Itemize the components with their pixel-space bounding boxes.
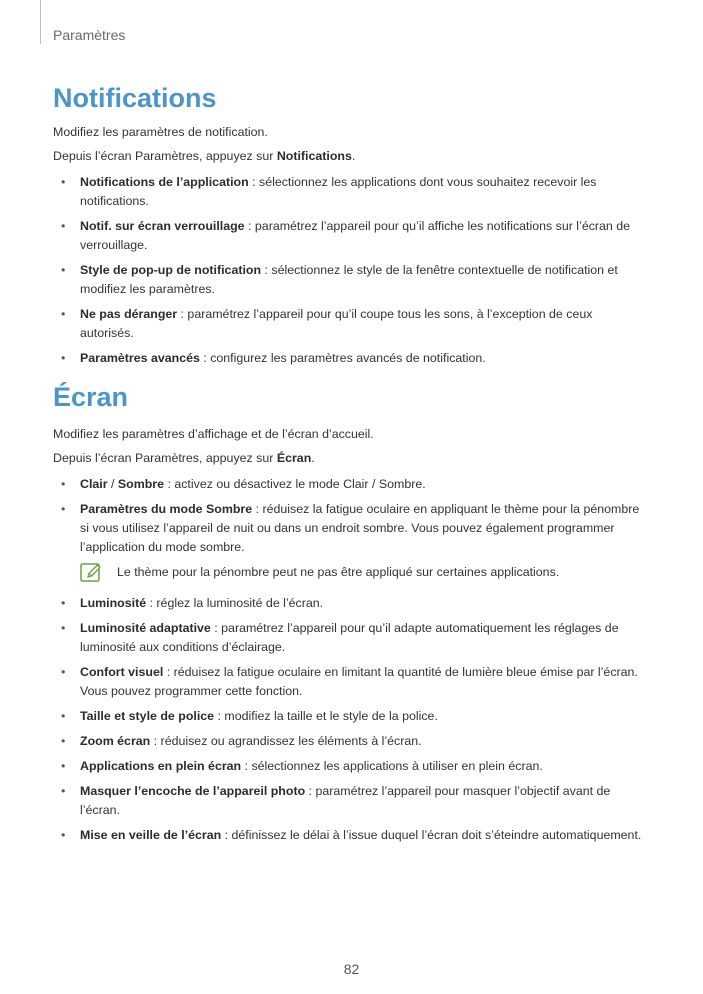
item-desc: : paramétrez l’appareil pour qu’il adapte automatiquement les réglages de luminosité aux conditions d’éclairage.: [80, 621, 619, 654]
bullet: •: [61, 477, 66, 491]
item-desc: : sélectionnez les applications dont vous souhaitez recevoir les notifications.: [80, 175, 597, 208]
item-term: Paramètres du mode Sombre: [80, 502, 253, 516]
notifications-list: [53, 173, 648, 374]
bullet: •: [61, 351, 66, 365]
bullet: •: [61, 175, 66, 189]
note-box: [80, 563, 650, 585]
list-item: [53, 757, 648, 776]
item-desc: : configurez les paramètres avancés de notification.: [199, 351, 486, 365]
item-desc: : réglez la luminosité de l’écran.: [146, 596, 324, 610]
item-desc: : paramétrez l’appareil pour qu’il coupe tous les sons, à l’exception de ceux autorisés.: [80, 307, 593, 340]
path-target: Notifications: [276, 149, 352, 163]
item-term: Confort visuel: [80, 665, 164, 679]
item-desc: : modifiez la taille et le style de la police.: [214, 709, 438, 723]
item-term: Masquer l’encoche de l’appareil photo: [80, 784, 306, 798]
ecran-list-top: [53, 475, 648, 563]
item-term: Notifications de l’application: [80, 175, 249, 189]
list-item: [53, 261, 648, 299]
path-suffix: .: [311, 451, 315, 465]
item-desc: : réduisez la fatigue oculaire en limitant la quantité de lumière bleue émise par l’écran. Vous pouvez programmer cette fonction.: [80, 665, 638, 698]
item-desc: : paramétrez l’appareil pour masquer l’objectif avant de l’écran.: [80, 784, 611, 817]
note-text: Le thème pour la pénombre peut ne pas être appliqué sur certaines applications.: [117, 565, 560, 579]
item-desc: : paramétrez l’appareil pour qu’il affiche les notifications sur l’écran de verrouillage.: [80, 219, 631, 252]
pencil-note-icon: [80, 563, 102, 583]
path-target: Écran: [276, 451, 312, 465]
list-item: [53, 594, 648, 613]
list-item: [53, 732, 648, 751]
ecran-title: Écran: [53, 382, 129, 412]
bullet: •: [61, 502, 66, 516]
item-desc: : sélectionnez le style de la fenêtre contextuelle de notification et modifiez les paramètres.: [80, 263, 618, 296]
header-rule: [40, 0, 41, 44]
page-number: 82: [343, 961, 360, 977]
item-term-2: Sombre: [117, 477, 165, 491]
item-term: Luminosité: [80, 596, 147, 610]
item-desc: : activez ou désactivez le mode Clair / Sombre.: [164, 477, 426, 491]
item-term: Ne pas déranger: [80, 307, 178, 321]
item-term: Paramètres avancés: [80, 351, 200, 365]
bullet: •: [61, 621, 66, 635]
ecran-list-bottom: [53, 594, 648, 851]
bullet: •: [61, 734, 66, 748]
item-desc: : réduisez ou agrandissez les éléments à l’écran.: [150, 734, 422, 748]
list-item: [53, 173, 648, 211]
ecran-intro: Modifiez les paramètres d’affichage et de l’écran d’accueil.: [53, 427, 374, 441]
path-suffix: .: [351, 149, 356, 163]
path-prefix: Depuis l’écran Paramètres, appuyez sur: [53, 149, 277, 163]
bullet: •: [61, 709, 66, 723]
bullet: •: [61, 263, 66, 277]
item-desc: : sélectionnez les applications à utiliser en plein écran.: [241, 759, 543, 773]
item-term: Taille et style de police: [80, 709, 215, 723]
item-term: Zoom écran: [80, 734, 151, 748]
list-item: [53, 305, 648, 343]
bullet: •: [61, 784, 66, 798]
list-item: [53, 217, 648, 255]
notifications-intro: Modifiez les paramètres de notification.: [53, 125, 268, 139]
list-item: [53, 500, 648, 557]
bullet: •: [61, 219, 66, 233]
path-prefix: Depuis l’écran Paramètres, appuyez sur: [53, 451, 277, 465]
bullet: •: [61, 828, 66, 842]
list-item: [53, 782, 648, 820]
item-term: Luminosité adaptative: [80, 621, 211, 635]
ecran-path: [53, 451, 315, 465]
bullet: •: [61, 596, 66, 610]
item-desc: : réduisez la fatigue oculaire en appliquant le thème pour la pénombre si vous utilisez l’appareil de nuit ou dans un endroit sombre. Vous pouvez également programmer l’application du mode sombre.: [80, 502, 640, 554]
notifications-title: Notifications: [53, 83, 217, 113]
item-sep: /: [107, 477, 118, 491]
list-item: [53, 707, 648, 726]
bullet: •: [61, 665, 66, 679]
list-item: [53, 826, 648, 845]
item-term: Mise en veille de l’écran: [80, 828, 222, 842]
list-item: [53, 619, 648, 657]
item-desc: : définissez le délai à l’issue duquel l’écran doit s’éteindre automatiquement.: [221, 828, 642, 842]
item-term: Clair: [80, 477, 108, 491]
item-term: Notif. sur écran verrouillage: [80, 219, 245, 233]
bullet: •: [61, 759, 66, 773]
list-item: [53, 349, 648, 368]
list-item: [53, 663, 648, 701]
running-header: Paramètres: [53, 27, 126, 43]
item-term: Applications en plein écran: [80, 759, 242, 773]
notifications-path: [53, 149, 355, 163]
bullet: •: [61, 307, 66, 321]
list-item: [53, 475, 648, 494]
item-term: Style de pop-up de notification: [80, 263, 262, 277]
